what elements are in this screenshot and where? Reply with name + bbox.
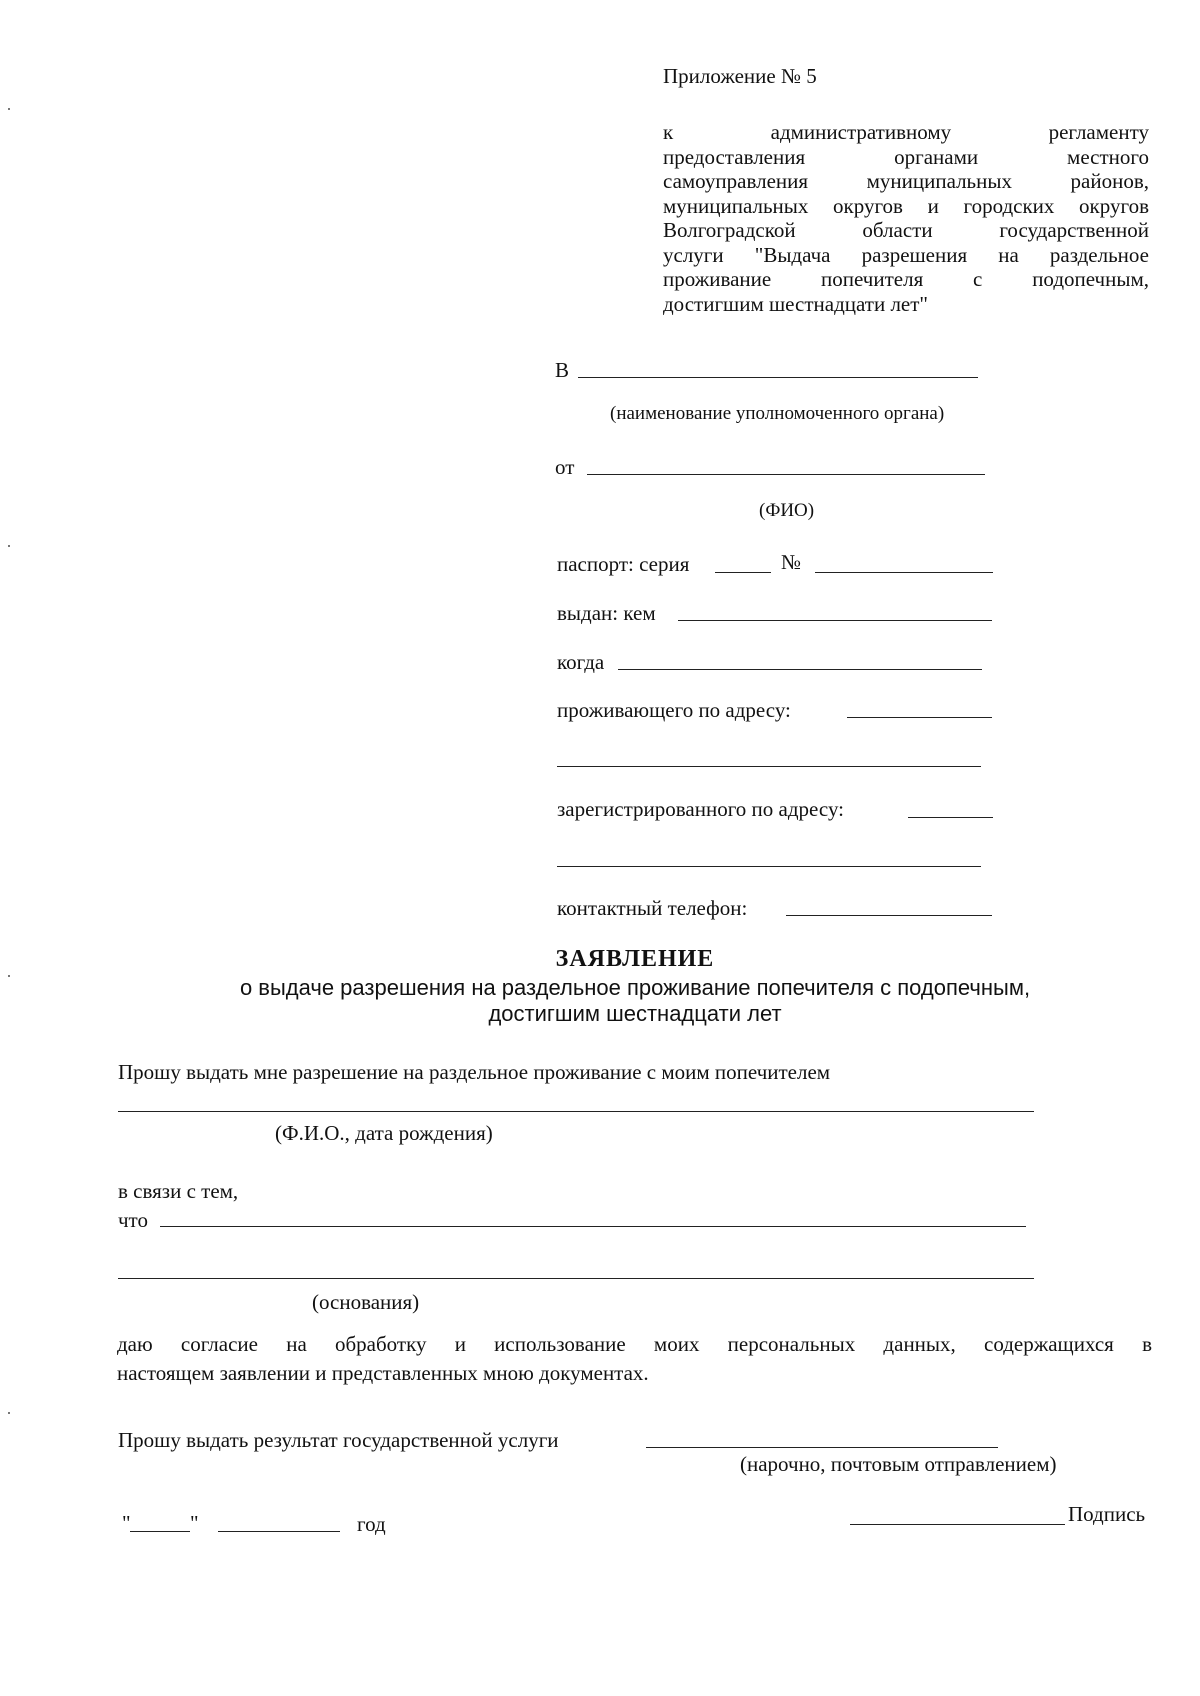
result-text: Прошу выдать результат государственной услуги [118, 1428, 559, 1452]
signature-label: Подпись [1068, 1502, 1146, 1526]
phone-label: контактный телефон: [557, 896, 748, 920]
to-prefix: В [555, 358, 570, 382]
passport-series-field[interactable] [715, 572, 771, 573]
issued-by-field[interactable] [678, 620, 992, 621]
date-quote-close: " [190, 1511, 199, 1535]
consent-line: настоящем заявлении и представленных мною документах. [117, 1361, 649, 1385]
registration-address-label: зарегистрированного по адресу: [557, 797, 844, 821]
annex-title: Приложение № 5 [663, 64, 817, 88]
passport-number-field[interactable] [815, 572, 993, 573]
authority-caption: (наименование уполномоченного органа) [610, 403, 945, 424]
fio-caption: (ФИО) [759, 500, 815, 521]
residence-address-label: проживающего по адресу: [557, 698, 791, 722]
registration-address-field[interactable] [908, 817, 993, 818]
statement-subtitle [150, 975, 1120, 1027]
annex-description [663, 120, 1149, 316]
scan-speck [8, 108, 10, 110]
annex-line: проживание попечителя с подопечным, [663, 267, 1149, 291]
annex-line: услуги "Выдача разрешения на раздельное [663, 242, 1149, 267]
reason-prefix-what: что [118, 1208, 148, 1232]
residence-address-field-line2[interactable] [557, 766, 981, 767]
issued-by-label: выдан: кем [557, 601, 656, 625]
from-prefix: от [555, 455, 575, 479]
annex-line: самоуправления муниципальных районов, [663, 169, 1149, 193]
scan-speck [8, 545, 10, 547]
passport-number-label: № [781, 550, 802, 574]
result-method-field[interactable] [646, 1447, 998, 1448]
reason-field-line2[interactable] [118, 1278, 1034, 1279]
scan-speck [8, 1412, 10, 1414]
reason-prefix: в связи с тем, [118, 1179, 239, 1203]
statement-title: ЗАЯВЛЕНИЕ [555, 946, 715, 972]
subtitle-line: достигшим шестнадцати лет [488, 1001, 782, 1026]
consent-paragraph [117, 1330, 1152, 1388]
annex-line: муниципальных округов и городских округов [663, 193, 1149, 218]
issued-when-label: когда [557, 650, 605, 674]
applicant-name-field[interactable] [587, 474, 985, 475]
date-month-field[interactable] [218, 1531, 340, 1532]
request-text: Прошу выдать мне разрешение на раздельное проживание с моим попечителем [118, 1060, 831, 1084]
annex-line: Волгоградской области государственной [663, 218, 1149, 242]
date-quote-open: " [122, 1511, 131, 1535]
issued-when-field[interactable] [618, 669, 982, 670]
guardian-caption: (Ф.И.О., дата рождения) [275, 1121, 493, 1145]
phone-field[interactable] [786, 915, 992, 916]
annex-line: к административному регламенту [663, 120, 1149, 144]
scan-speck [8, 975, 10, 977]
annex-line: достигшим шестнадцати лет" [663, 291, 928, 316]
reason-field[interactable] [160, 1226, 1026, 1227]
guardian-field[interactable] [118, 1111, 1034, 1112]
reason-caption: (основания) [312, 1290, 420, 1314]
signature-field[interactable] [850, 1524, 1065, 1525]
consent-line: даю согласие на обработку и использование моих персональных данных, содержащихся в [117, 1332, 1152, 1356]
passport-series-label: паспорт: серия [557, 552, 690, 576]
annex-line: предоставления органами местного [663, 144, 1149, 169]
date-day-field[interactable] [130, 1531, 190, 1532]
registration-address-field-line2[interactable] [557, 866, 981, 867]
authority-name-field[interactable] [578, 377, 978, 378]
result-caption: (нарочно, почтовым отправлением) [740, 1452, 1057, 1476]
subtitle-line: о выдаче разрешения на раздельное проживание попечителя с подопечным, [239, 975, 1031, 1000]
residence-address-field[interactable] [847, 717, 992, 718]
year-label: год [357, 1512, 386, 1536]
